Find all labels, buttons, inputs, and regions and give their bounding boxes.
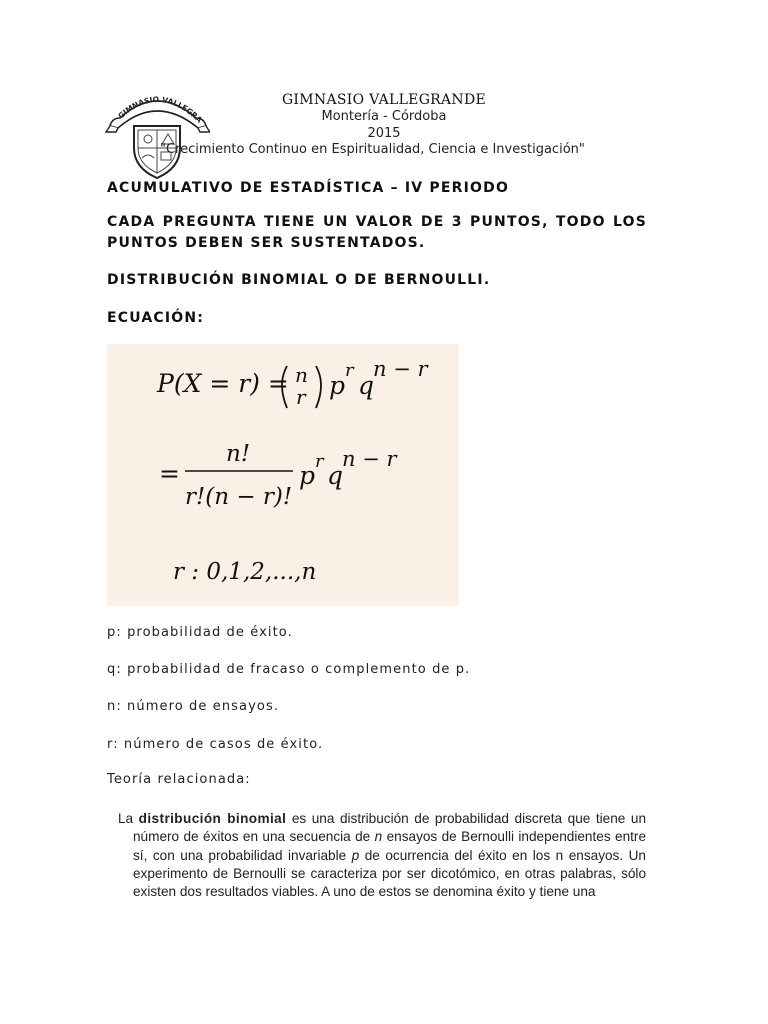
formula-nr-exp-2: n − r (342, 447, 397, 471)
definition-p: p: probabilidad de éxito. (107, 625, 293, 640)
binom-top: n (295, 363, 308, 387)
definition-n: n: número de ensayos. (107, 699, 280, 714)
equation-label: ECUACIÓN: (107, 310, 205, 326)
school-motto: "Crecimiento Continuo en Espiritualidad, Ciencia e Investigación" (160, 142, 585, 157)
formula-r-exp-2: r (315, 451, 324, 472)
formula-q-1: q (358, 371, 375, 400)
formula-nr-exp-1: n − r (373, 357, 428, 381)
theory-paragraph (118, 810, 647, 901)
school-name: GIMNASIO VALLEGRANDE (281, 92, 487, 108)
formula-denominator: r!(n − r)! (185, 484, 293, 510)
definition-q: q: probabilidad de fracaso o complemento de p. (107, 662, 471, 677)
exam-title: ACUMULATIVO DE ESTADÍSTICA – IV PERIODO (107, 180, 510, 196)
formula-lhs: P(X = r) = (157, 369, 289, 398)
exam-instructions: CADA PREGUNTA TIENE UN VALOR DE 3 PUNTOS, TODO LOS PUNTOS DEBEN SER SUSTENTADOS. (107, 214, 647, 251)
formula-p-1: p (329, 371, 346, 400)
formula-r-exp-1: r (345, 360, 354, 381)
theory-label: Teoría relacionada: (107, 772, 251, 787)
theory-text-2: ensayos de Bernoulli independientes entre sí, con una probabilidad invariable (133, 829, 647, 863)
school-city: Montería - Córdoba (321, 109, 447, 124)
formula-numerator: n! (226, 441, 251, 467)
formula-range: r : 0,1,2,...,n (173, 559, 317, 585)
theory-text-1: es una distribución de probabilidad discreta que tiene un número de éxitos en una secuencia de (133, 811, 647, 845)
binomial-formula-image (107, 344, 459, 606)
theory-la: La (118, 811, 134, 826)
formula-equals: = (159, 459, 180, 488)
school-year: 2015 (367, 126, 401, 141)
theory-p-italic: p (351, 847, 360, 863)
binom-bottom: r (296, 385, 306, 409)
theory-term: distribución binomial (138, 811, 287, 826)
formula-p-2: p (299, 461, 316, 490)
logo-text: GIMNASIO VALLEGRA (116, 94, 204, 125)
theory-text-3: de ocurrencia del éxito en los n ensayos. Un experimento de Bernoulli se caracteriza por ser dicotómico, en otras palabras, sólo existen dos resultados viables. A uno de estos se denomina éxito y tiene una (133, 847, 646, 900)
definition-r: r: número de casos de éxito. (107, 737, 324, 752)
formula-q-2: q (327, 461, 344, 490)
topic-heading: DISTRIBUCIÓN BINOMIAL O DE BERNOULLI. (107, 272, 491, 288)
theory-n-italic: n (374, 829, 383, 845)
